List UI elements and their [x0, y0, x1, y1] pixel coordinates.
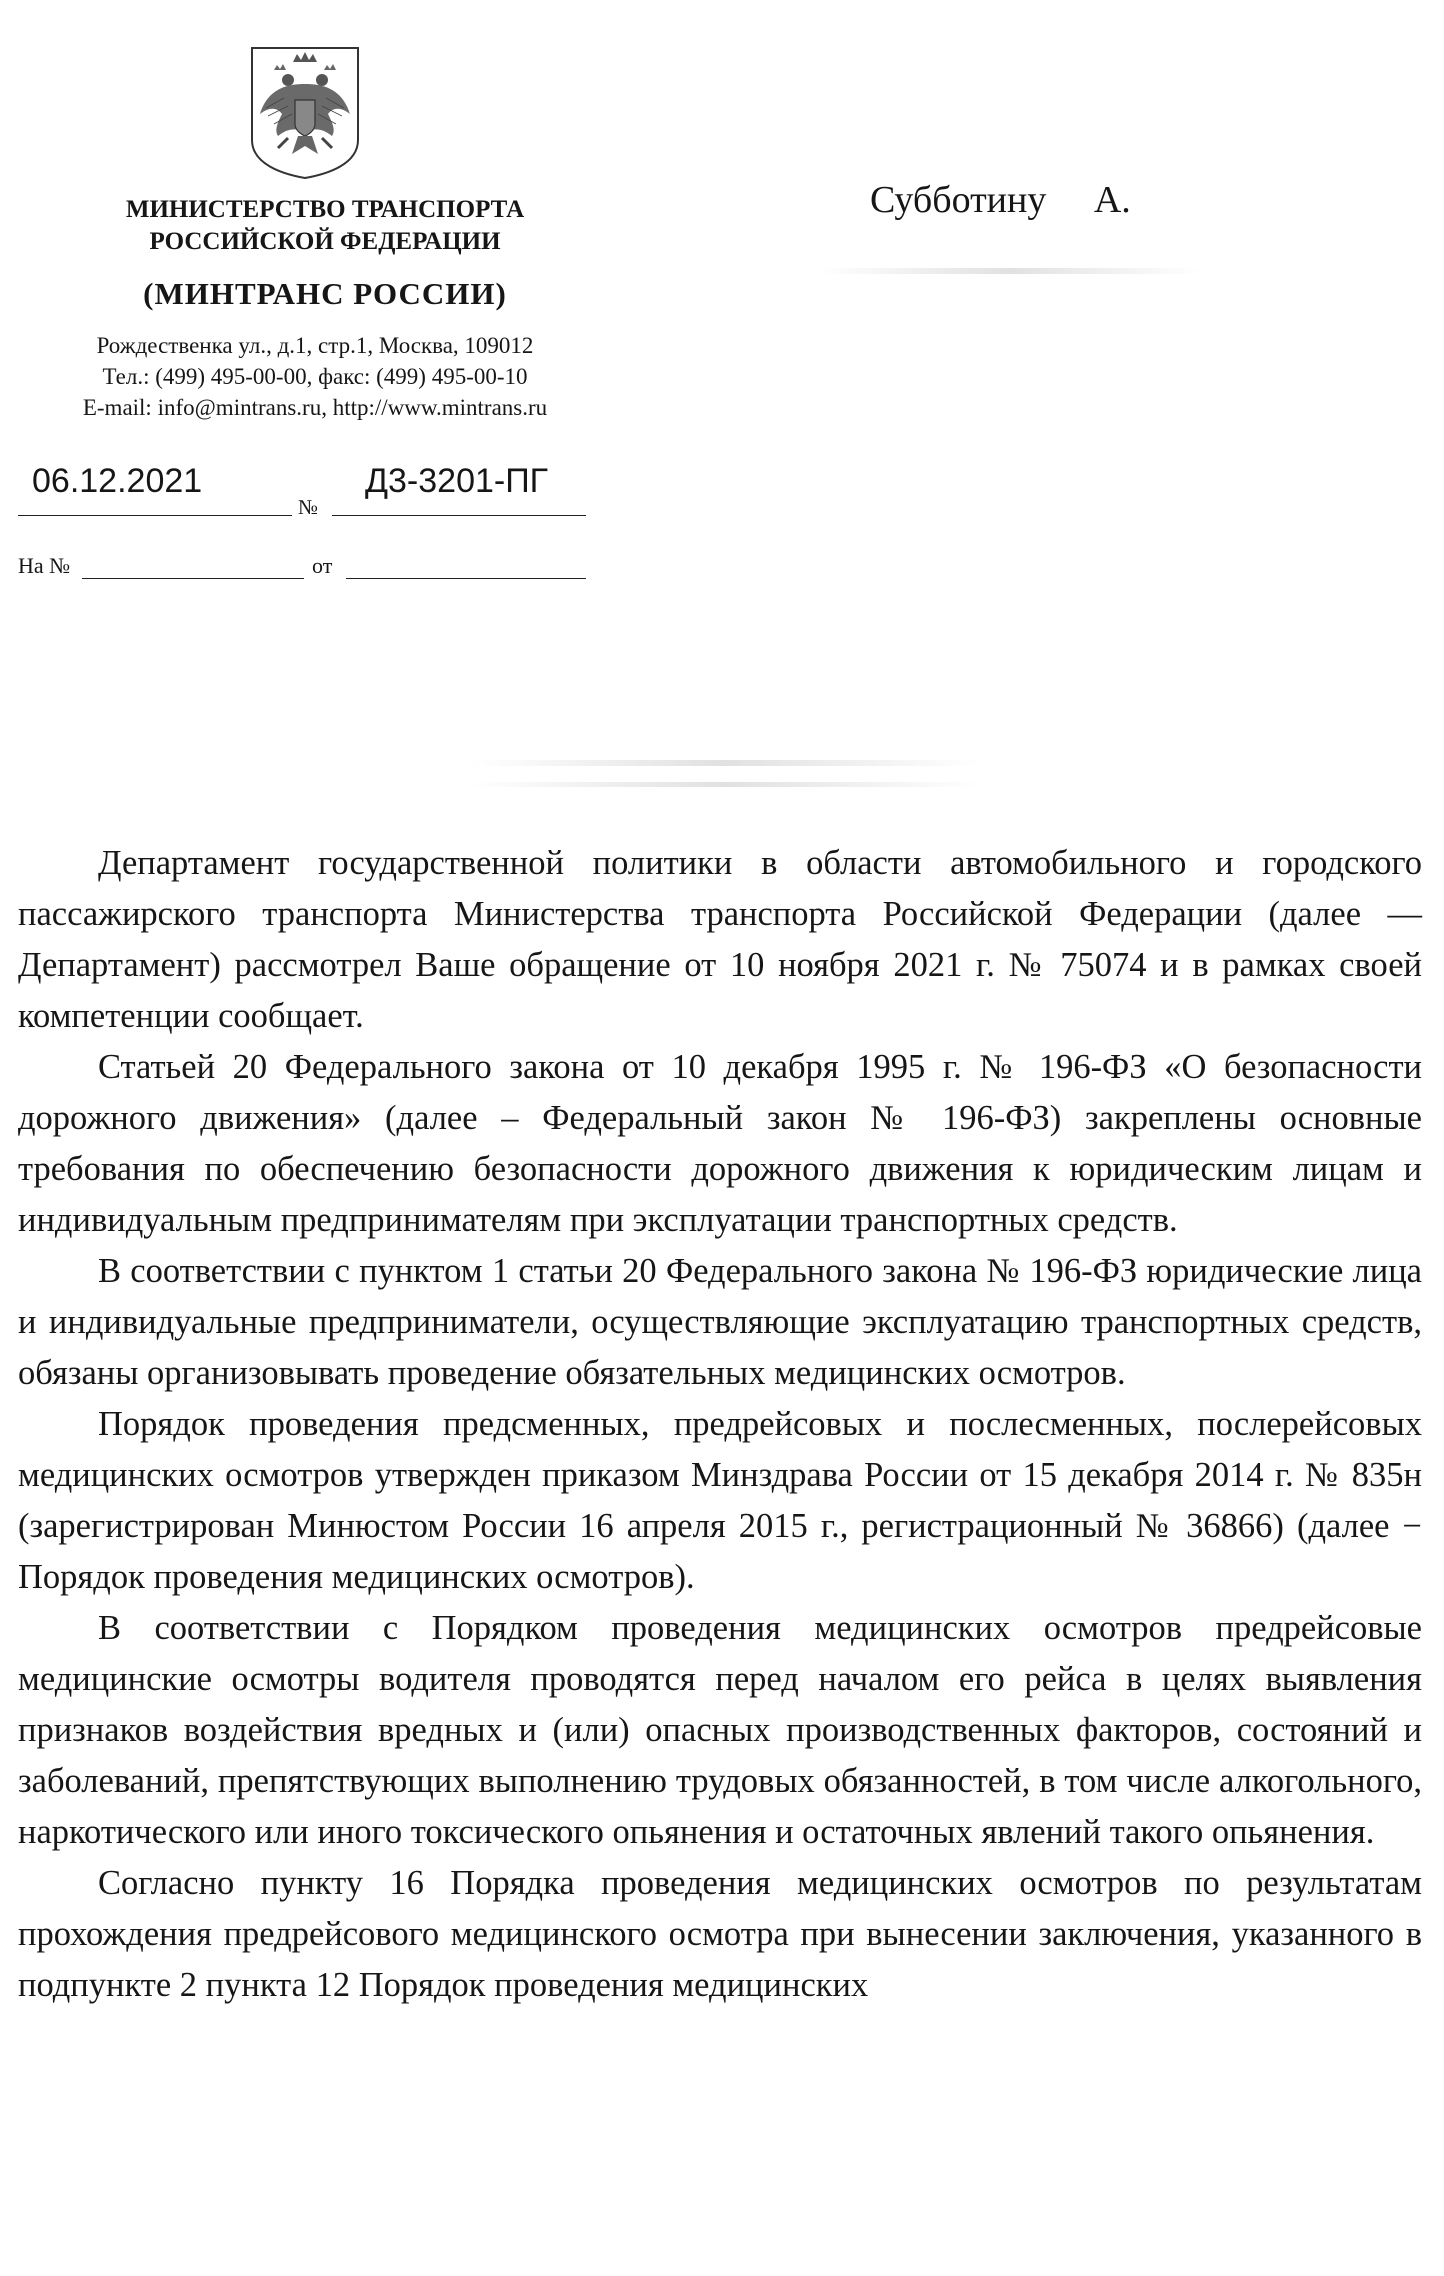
ministry-phone: Тел.: (499) 495-00-00, факс: (499) 495-00-10: [102, 364, 528, 389]
redacted-line: [470, 760, 980, 766]
letter-body: [18, 838, 1422, 2011]
number-underline: [332, 515, 586, 516]
body-paragraph: Порядок проведения предсменных, предрейсовых и послесменных, послерейсовых медицинских осмотров утвержден приказом Минздрава России от 15 декабря 2014 г. № 835н (зарегистрирован Минюстом России 16 апреля 2015 г., регистрационный № 36866) (далее − Порядок проведения медицинских осмотров).: [18, 1405, 1422, 1596]
outgoing-date: 06.12.2021: [32, 462, 203, 500]
addressee-name: Субботину А.: [870, 179, 1131, 221]
reference-number-label: На №: [18, 553, 71, 578]
body-paragraph: Согласно пункту 16 Порядка проведения медицинских осмотров по результатам прохождения предрейсового медицинского осмотра при вынесении заключения, указанного в подпункте 2 пункта 12 Порядок проведения медицинских: [18, 1864, 1422, 2004]
body-paragraph: В соответствии с пунктом 1 статьи 20 Федерального закона № 196-ФЗ юридические лица и индивидуальные предприниматели, осуществляющие эксплуатацию транспортных средств, обязаны организовывать проведение обязательных медицинских осмотров.: [18, 1252, 1422, 1392]
reference-number-blank: [82, 578, 304, 579]
number-sign: №: [298, 495, 319, 519]
body-paragraph: Департамент государственной политики в области автомобильного и городского пассажирского транспорта Министерства транспорта Российской Федерации (далее — Департамент) рассмотрел Ваше обращение от 10 ноября 2021 г. № 75074 и в рамках своей компетенции сообщает.: [18, 844, 1422, 1035]
body-paragraph: Статьей 20 Федерального закона от 10 декабря 1995 г. № 196-ФЗ «О безопасности дорожного движения» (далее – Федеральный закон № 196-ФЗ) закреплены основные требования по обеспечению безопасности дорожного движения к юридическим лицам и индивидуальным предпринимателям при эксплуатации транспортных средств.: [18, 1048, 1422, 1239]
outgoing-number: Д3-3201-ПГ: [365, 462, 549, 500]
ministry-email-website: E-mail: info@mintrans.ru, http://www.mintrans.ru: [82, 395, 548, 420]
body-paragraph: В соответствии с Порядком проведения медицинских осмотров предрейсовые медицинские осмотры водителя проводятся перед началом его рейса в целях выявления признаков воздействия вредных и (или) опасных производственных факторов, состояний и заболеваний, препятствующих выполнению трудовых обязанностей, в том числе алкогольного, наркотического или иного токсического опьянения и остаточных явлений такого опьянения.: [18, 1609, 1422, 1851]
russian-coat-of-arms-icon: [248, 44, 362, 180]
reference-date-blank: [346, 578, 586, 579]
redacted-line: [470, 782, 980, 787]
ministry-name-line2: РОССИЙСКОЙ ФЕДЕРАЦИИ: [149, 228, 501, 255]
ministry-address: Рождественка ул., д.1, стр.1, Москва, 109012: [96, 333, 534, 358]
reference-date-label: от: [312, 553, 333, 578]
ministry-short-name: (МИНТРАНС РОССИИ): [143, 276, 507, 311]
date-underline: [18, 515, 292, 516]
redacted-address: [820, 268, 1200, 274]
ministry-name-line1: МИНИСТЕРСТВО ТРАНСПОРТА: [125, 196, 525, 223]
